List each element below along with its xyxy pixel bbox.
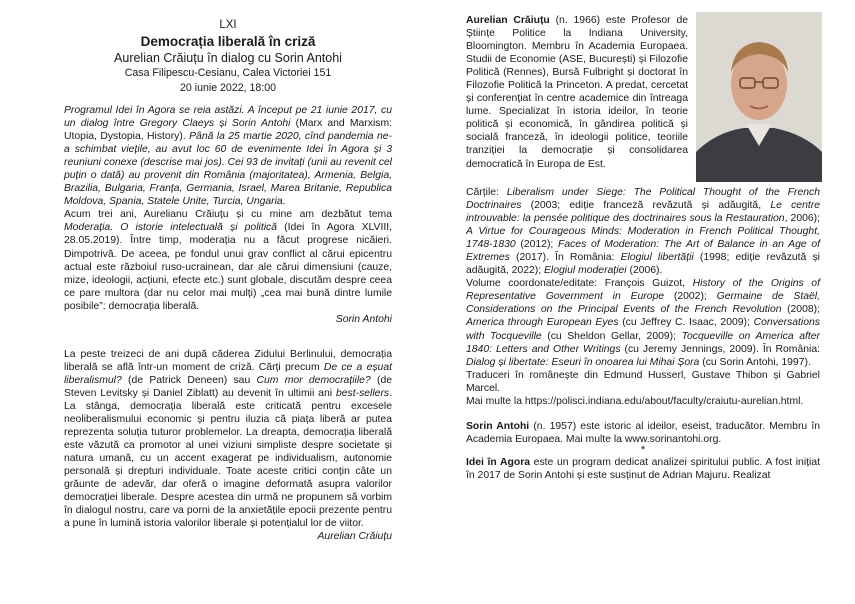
vol-4-after: (cu Sheldon Gellar, 2009);	[541, 330, 682, 342]
agora-name: Idei în Agora	[466, 456, 531, 468]
books-paragraph	[466, 186, 820, 277]
bio-craiutu-text: (n. 1966) este Profesor de Științe Politice la Indiana University, Bloomington. Membru în Academia Europaea. Studii de Economie (ASE, București) și Filozofie Politică (Rennes), Bursă Fulbright și doctorat în Filozofie Politică la Princeton. A predat, cercetat și conferențiat în centre academice din întreaga lume. Specializat în istoria ideilor, în teorie politică și economică, în gândirea politică și socială franceză, în ideologii politice, teoriile tranziției la democrație și consolidarea democratică în Europa de Est.	[466, 15, 689, 170]
event-date: 20 iunie 2022, 18:00	[179, 82, 277, 94]
spacer	[466, 408, 820, 420]
book-5: Elogiul libertății	[620, 252, 694, 264]
portrait-photo-icon	[696, 12, 822, 182]
event-venue: Casa Filipescu-Cesianu, Calea Victoriei 151	[124, 67, 332, 79]
para3-g: . La stânga, democrația liberală este criticată pentru excesele neoliberalismului economic și pentru iluzia că piața liberă ar putea reprezenta soluția tuturor problemelor. La dreapta, democrația liberală este văzută ca promotor al unei viziuni simpliste despre societate și natura umană, cu un accent exagerat pe individualism, autonomie personală și drepturi individuale. Toate aceste critici conțin câte un grăunte de adevăr, dar oferă o imagine deformată asupra valorilor democrației liberale. Despre acestea din urmă ne propunem să vorbim în dialogul nostru, care va porni de la anxietățile epocii prezente pentru a pune în lumină istoria valorilor liberale și potențialul lor de viitor.	[64, 387, 392, 530]
book-4: Faces of Moderation: The Art of Balance in an Age of Extremes	[466, 239, 820, 264]
translations: Traduceri în românește din Edmund Husserl, Gustave Thibon și Gabriel Marcel.	[466, 369, 820, 394]
para3-c: (de Patrick Deneen) sau	[121, 374, 257, 386]
bio-antohi	[466, 420, 820, 446]
intro-paragraph	[64, 104, 392, 208]
book-1: Liberalism under Siege: The Political Thought of the French Doctrinaires	[466, 187, 820, 212]
event-number: LXI	[219, 19, 237, 31]
signature-craiutu: Aurelian Crăiuțu	[317, 531, 392, 543]
crisis-paragraph	[64, 348, 392, 531]
vol-3-after: (cu Jeffrey C. Isaac, 2009);	[618, 317, 754, 329]
book-6: Elogiul moderației	[544, 265, 627, 277]
vol-6-after: (cu Sorin Antohi, 1997).	[699, 356, 811, 368]
book-5-after: (1998; ediție revăzută și adăugită, 2022);	[466, 252, 820, 277]
volumes-paragraph	[466, 277, 820, 368]
event-subtitle: Aurelian Crăiuțu în dialog cu Sorin Antohi	[114, 51, 342, 65]
intro-text-2: Până la 25 martie 2020, cînd pandemia ne-a schimbat viețile, au avut loc 60 de evenimente Idei în Agora și 3 reuniuni conexe (descrise mai jos). Cei 93 de invitați (unii au revenit cel puțin o dată) au provenit din România (majoritatea), Armenia, Belgia, Brazilia, Bulgaria, Franța, Germania, Israel, Marea Britanie, Republica Moldova, Spania, Statele Unite, Turcia, Ungaria.	[64, 131, 392, 208]
bio-antohi-text: (n. 1957) este istoric al ideilor, eseist, traducător. Membru în Academia Europaea. Mai multe la www.sorinantohi.org.	[466, 420, 820, 445]
para2-title: Moderația. O istorie intelectuală și politică	[64, 222, 277, 234]
agora-paragraph	[466, 456, 820, 482]
vol-label: Volume coordonate/editate: François Guizot,	[466, 278, 693, 290]
vol-2-after: (2008);	[781, 304, 820, 316]
para2-a: Acum trei ani, Aurelianu Crăiuțu și cu mine am dezbătut tema	[64, 209, 392, 221]
signature-antohi: Sorin Antohi	[335, 313, 392, 325]
vol-3: America through European Eyes	[466, 317, 619, 329]
book-3: A Virtue for Courageous Minds: Moderation in French Political Thought, 1748-1830	[466, 226, 820, 251]
left-column	[64, 14, 392, 544]
vol-4: Conversations with Tocqueville	[466, 317, 820, 342]
right-column	[466, 14, 820, 482]
intro-text: Programul Idei în Agora se reia astăzi. A început pe 21 iunie 2017, cu un dialog între Gregory Claeys și Sorin Antohi	[64, 105, 392, 130]
para3-e: (de Steven Levitsky și Daniel Ziblatt) au devenit în ultimii ani	[64, 374, 392, 399]
para3-f: best-sellers	[335, 387, 390, 399]
moderation-paragraph	[64, 208, 392, 312]
book-1-after: (2003; ediție franceză revăzută și adăugită,	[521, 200, 771, 212]
books-label: Cărțile:	[466, 187, 507, 198]
bio-craiutu-name: Aurelian Crăiuțu	[466, 15, 550, 26]
intro-book: (Marx and Marxism: Utopia, Dystopia, History).	[64, 118, 393, 143]
book-4-after: (2017). În România:	[509, 252, 621, 264]
more-link-craiutu[interactable]: Mai multe la https://polisci.indiana.edu/about/faculty/craiutu-aurelian.html.	[466, 395, 804, 407]
vol-2: Germaine de Staël, Considerations on the Principal Events of the French Revolution	[466, 291, 820, 316]
book-2: Le centre introuvable: la pensée politique des doctrinaires sous la Restauration	[466, 200, 820, 225]
para3-book2: Cum mor democrațiile?	[256, 374, 371, 386]
agora-text: este un program dedicat analizei spiritului public. A fost inițiat în 2017 de Sorin Antohi și este susținut de Adrian Majuru. Realizat	[466, 456, 820, 481]
para3-a: La peste treizeci de ani după căderea Zidului Berlinului, democrația liberală se află într-un moment de criză. Cărți precum	[64, 348, 392, 373]
vol-1-after: (2002);	[664, 291, 717, 303]
vol-5: Tocqueville on America after 1840: Letters and Other Writings	[466, 330, 820, 355]
vol-6: Dialog și libertate: Eseuri în onoarea lui Mihai Șora	[466, 356, 700, 368]
book-3-after: (2012);	[515, 239, 558, 251]
book-2-after: , 2006);	[784, 213, 820, 225]
spacer	[64, 326, 392, 348]
book-6-after: (2006).	[626, 265, 663, 277]
bio-antohi-name: Sorin Antohi	[466, 420, 530, 432]
vol-5-after: (cu Jeremy Jennings, 2009). În România:	[620, 343, 820, 355]
portrait-photo	[696, 12, 822, 182]
separator-star: *	[640, 443, 646, 456]
para2-c: (Idei în Agora XLVIII, 28.05.2019). Între timp, moderația nu a făcut progrese nicăieri. Dimpotrivă. De aceea, pe fondul unui grav conflict al cărui epicentru actual este războiul ruso-ucrainean, dar ale cărui dimensiuni (cauze, mize, ideologii, acțiuni, efecte etc.) sunt globale, discutăm despre ceea ce pare multora (dar nu celor mai mulți) „cea mai bună dintre lumile posibile”: democrația liberală.	[64, 222, 392, 312]
vol-1: History of the Origins of Representative Government in Europe	[466, 278, 820, 303]
event-title: Democrația liberală în criză	[140, 34, 316, 49]
para3-book1: De ce a eșuat liberalismul?	[64, 361, 392, 386]
